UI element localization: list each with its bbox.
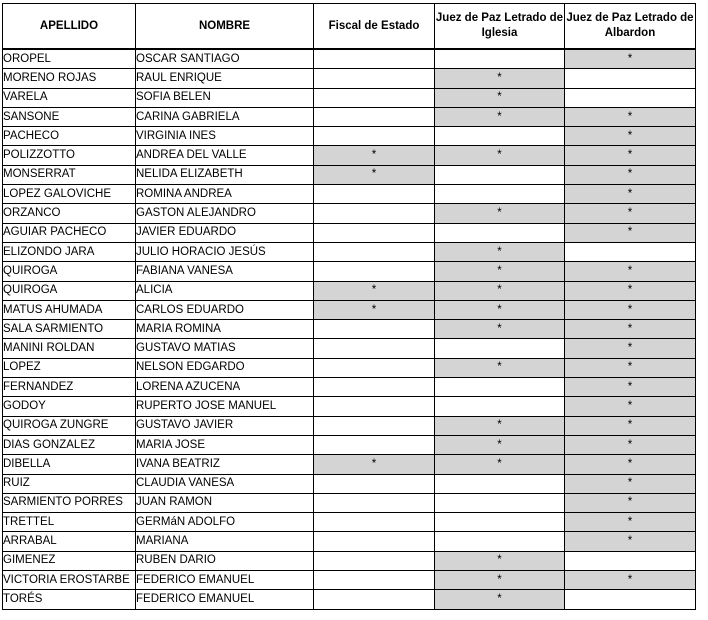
cell-juez-iglesia: * [435, 455, 565, 474]
cell-nombre: FEDERICO EMANUEL [136, 571, 314, 590]
cell-apellido: ORZANCO [3, 204, 136, 223]
cell-apellido: GIMENEZ [3, 551, 136, 570]
table-row [3, 127, 696, 146]
table-row [3, 532, 696, 551]
cell-juez-albardon: * [565, 320, 696, 339]
cell-apellido: POLIZZOTTO [3, 146, 136, 165]
cell-juez-iglesia: * [435, 551, 565, 570]
cell-fiscal: * [314, 281, 435, 300]
cell-juez-albardon: * [565, 204, 696, 223]
table-row [3, 416, 696, 435]
cell-juez-iglesia: * [435, 69, 565, 88]
cell-fiscal [314, 49, 435, 69]
cell-fiscal [314, 320, 435, 339]
cell-nombre: CARLOS EDUARDO [136, 300, 314, 319]
cell-juez-albardon: * [565, 281, 696, 300]
cell-nombre: LORENA AZUCENA [136, 378, 314, 397]
cell-apellido: GODOY [3, 397, 136, 416]
candidates-table [2, 3, 696, 610]
cell-apellido: LOPEZ GALOVICHE [3, 185, 136, 204]
cell-apellido: QUIROGA ZUNGRE [3, 416, 136, 435]
cell-fiscal [314, 493, 435, 512]
table-row [3, 88, 696, 107]
cell-nombre: CLAUDIA VANESA [136, 474, 314, 493]
table-row [3, 455, 696, 474]
table-row [3, 493, 696, 512]
cell-fiscal [314, 397, 435, 416]
cell-nombre: JAVIER EDUARDO [136, 223, 314, 242]
header-nombre: NOMBRE [136, 4, 314, 50]
cell-fiscal [314, 571, 435, 590]
cell-apellido: DIBELLA [3, 455, 136, 474]
cell-fiscal: * [314, 165, 435, 184]
cell-juez-albardon [565, 590, 696, 609]
cell-juez-iglesia: * [435, 107, 565, 126]
cell-juez-albardon: * [565, 262, 696, 281]
cell-juez-albardon: * [565, 455, 696, 474]
table-row [3, 320, 696, 339]
cell-nombre: IVANA BEATRIZ [136, 455, 314, 474]
table-row [3, 146, 696, 165]
cell-juez-albardon: * [565, 532, 696, 551]
cell-apellido: LOPEZ [3, 358, 136, 377]
cell-juez-iglesia [435, 513, 565, 532]
cell-juez-iglesia: * [435, 88, 565, 107]
table-row [3, 204, 696, 223]
header-juez-iglesia: Juez de Paz Letrado de Iglesia [435, 4, 565, 50]
cell-juez-iglesia [435, 223, 565, 242]
cell-nombre: GASTON ALEJANDRO [136, 204, 314, 223]
cell-fiscal [314, 262, 435, 281]
cell-nombre: GERMáN ADOLFO [136, 513, 314, 532]
cell-fiscal [314, 378, 435, 397]
cell-juez-iglesia: * [435, 435, 565, 454]
table-row [3, 300, 696, 319]
cell-nombre: JULIO HORACIO JESÚS [136, 242, 314, 261]
cell-juez-iglesia: * [435, 300, 565, 319]
cell-juez-iglesia [435, 165, 565, 184]
cell-juez-iglesia [435, 339, 565, 358]
cell-fiscal [314, 204, 435, 223]
cell-nombre: CARINA GABRIELA [136, 107, 314, 126]
cell-juez-iglesia [435, 397, 565, 416]
header-row [3, 4, 696, 50]
cell-fiscal: * [314, 455, 435, 474]
cell-nombre: MARIANA [136, 532, 314, 551]
cell-fiscal [314, 551, 435, 570]
cell-apellido: AGUIAR PACHECO [3, 223, 136, 242]
cell-fiscal [314, 127, 435, 146]
table-row [3, 339, 696, 358]
cell-apellido: MORENO ROJAS [3, 69, 136, 88]
cell-fiscal [314, 590, 435, 609]
cell-fiscal [314, 358, 435, 377]
table-row [3, 435, 696, 454]
cell-apellido: DIAS GONZALEZ [3, 435, 136, 454]
cell-juez-albardon [565, 88, 696, 107]
cell-apellido: MANINI ROLDAN [3, 339, 136, 358]
cell-nombre: NELSON EDGARDO [136, 358, 314, 377]
cell-fiscal [314, 474, 435, 493]
cell-nombre: VIRGINIA INES [136, 127, 314, 146]
cell-nombre: SOFIA BELEN [136, 88, 314, 107]
cell-fiscal: * [314, 146, 435, 165]
header-fiscal: Fiscal de Estado [314, 4, 435, 50]
cell-nombre: ALICIA [136, 281, 314, 300]
cell-nombre: JUAN RAMON [136, 493, 314, 512]
cell-juez-albardon [565, 69, 696, 88]
cell-juez-albardon [565, 242, 696, 261]
cell-nombre: FEDERICO EMANUEL [136, 590, 314, 609]
cell-apellido: FERNANDEZ [3, 378, 136, 397]
cell-juez-albardon: * [565, 493, 696, 512]
table-row [3, 397, 696, 416]
cell-juez-iglesia: * [435, 571, 565, 590]
cell-juez-iglesia [435, 127, 565, 146]
cell-apellido: TORÉS [3, 590, 136, 609]
cell-fiscal [314, 513, 435, 532]
cell-fiscal [314, 416, 435, 435]
cell-juez-albardon: * [565, 416, 696, 435]
cell-juez-albardon: * [565, 339, 696, 358]
cell-fiscal [314, 69, 435, 88]
cell-nombre: RUBEN DARIO [136, 551, 314, 570]
cell-fiscal [314, 88, 435, 107]
table-row [3, 185, 696, 204]
cell-juez-albardon: * [565, 185, 696, 204]
cell-apellido: VICTORIA EROSTARBE [3, 571, 136, 590]
cell-apellido: OROPEL [3, 49, 136, 69]
table-row [3, 551, 696, 570]
cell-apellido: QUIROGA [3, 262, 136, 281]
cell-apellido: MONSERRAT [3, 165, 136, 184]
table-row [3, 165, 696, 184]
cell-juez-iglesia [435, 532, 565, 551]
cell-nombre: RUPERTO JOSE MANUEL [136, 397, 314, 416]
cell-nombre: ANDREA DEL VALLE [136, 146, 314, 165]
cell-juez-iglesia [435, 185, 565, 204]
cell-apellido: QUIROGA [3, 281, 136, 300]
cell-juez-iglesia: * [435, 281, 565, 300]
cell-juez-albardon: * [565, 513, 696, 532]
cell-nombre: GUSTAVO JAVIER [136, 416, 314, 435]
cell-juez-iglesia: * [435, 590, 565, 609]
cell-fiscal [314, 107, 435, 126]
table-row [3, 69, 696, 88]
header-juez-albardon: Juez de Paz Letrado de Albardon [565, 4, 696, 50]
cell-juez-iglesia [435, 474, 565, 493]
cell-juez-albardon: * [565, 358, 696, 377]
cell-juez-albardon: * [565, 146, 696, 165]
cell-juez-albardon: * [565, 435, 696, 454]
cell-apellido: PACHECO [3, 127, 136, 146]
cell-apellido: TRETTEL [3, 513, 136, 532]
table-row [3, 262, 696, 281]
cell-juez-albardon: * [565, 571, 696, 590]
cell-apellido: SANSONE [3, 107, 136, 126]
cell-apellido: ARRABAL [3, 532, 136, 551]
cell-juez-iglesia: * [435, 320, 565, 339]
table-row [3, 571, 696, 590]
table-row [3, 49, 696, 69]
table-row [3, 223, 696, 242]
cell-nombre: MARIA JOSE [136, 435, 314, 454]
table-row [3, 107, 696, 126]
cell-juez-albardon: * [565, 300, 696, 319]
cell-juez-iglesia: * [435, 262, 565, 281]
cell-fiscal [314, 242, 435, 261]
cell-juez-albardon: * [565, 378, 696, 397]
cell-fiscal [314, 185, 435, 204]
cell-juez-albardon [565, 551, 696, 570]
cell-nombre: GUSTAVO MATIAS [136, 339, 314, 358]
cell-juez-iglesia [435, 493, 565, 512]
cell-apellido: VARELA [3, 88, 136, 107]
cell-juez-iglesia [435, 378, 565, 397]
cell-juez-albardon: * [565, 397, 696, 416]
table-row [3, 378, 696, 397]
cell-juez-iglesia: * [435, 146, 565, 165]
cell-juez-albardon: * [565, 223, 696, 242]
cell-nombre: OSCAR SANTIAGO [136, 49, 314, 69]
cell-nombre: NELIDA ELIZABETH [136, 165, 314, 184]
table-row [3, 358, 696, 377]
cell-apellido: ELIZONDO JARA [3, 242, 136, 261]
cell-nombre: MARIA ROMINA [136, 320, 314, 339]
cell-juez-albardon: * [565, 127, 696, 146]
cell-fiscal [314, 435, 435, 454]
cell-juez-albardon: * [565, 474, 696, 493]
header-apellido: APELLIDO [3, 4, 136, 50]
table-row [3, 242, 696, 261]
cell-juez-iglesia [435, 49, 565, 69]
cell-apellido: RUIZ [3, 474, 136, 493]
cell-fiscal [314, 339, 435, 358]
cell-fiscal [314, 223, 435, 242]
table-row [3, 474, 696, 493]
cell-nombre: FABIANA VANESA [136, 262, 314, 281]
table-row [3, 281, 696, 300]
table-row [3, 590, 696, 609]
cell-nombre: RAUL ENRIQUE [136, 69, 314, 88]
cell-juez-iglesia: * [435, 242, 565, 261]
cell-juez-albardon: * [565, 165, 696, 184]
cell-juez-iglesia: * [435, 358, 565, 377]
cell-juez-iglesia: * [435, 204, 565, 223]
cell-juez-iglesia: * [435, 416, 565, 435]
cell-apellido: SALA SARMIENTO [3, 320, 136, 339]
cell-nombre: ROMINA ANDREA [136, 185, 314, 204]
cell-apellido: MATUS AHUMADA [3, 300, 136, 319]
cell-fiscal: * [314, 300, 435, 319]
cell-fiscal [314, 532, 435, 551]
cell-juez-albardon: * [565, 107, 696, 126]
cell-juez-albardon: * [565, 49, 696, 69]
table-row [3, 513, 696, 532]
cell-apellido: SARMIENTO PORRES [3, 493, 136, 512]
